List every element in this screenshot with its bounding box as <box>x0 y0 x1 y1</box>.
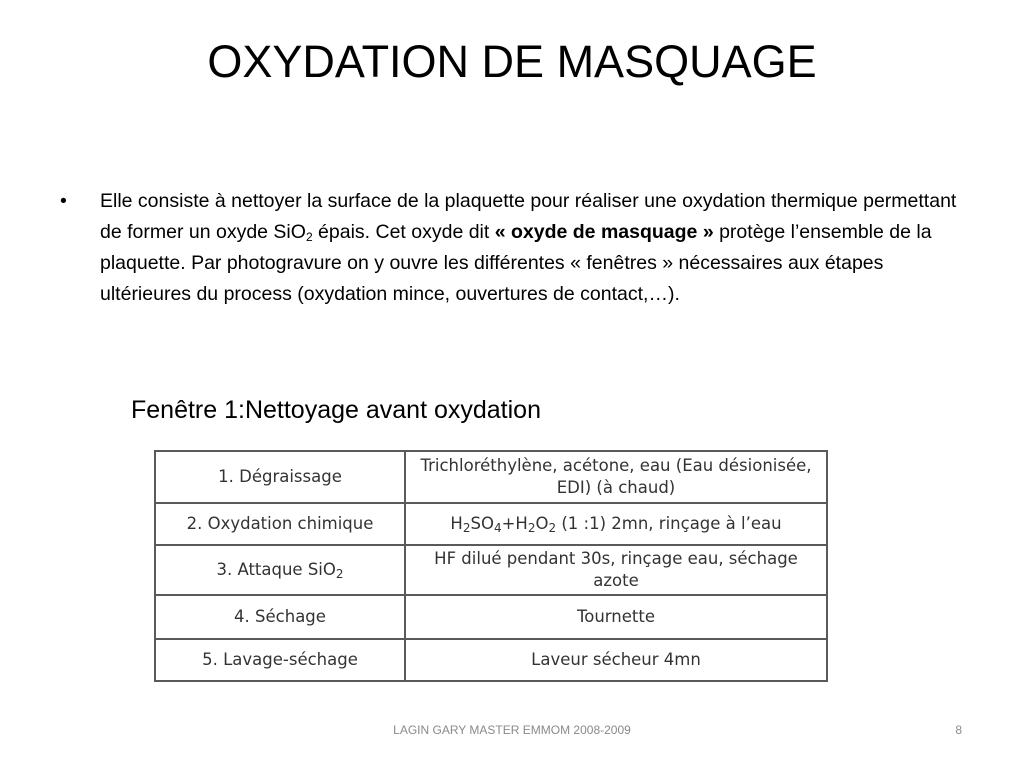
bullet-text-part1: Elle consiste à nettoyer la surface de la plaquette pour réaliser une oxydation thermique permettant de former un oxyde SiO <box>100 190 957 243</box>
product-cell: Laveur sécheur 4mn <box>405 639 827 681</box>
bullet-text-part3: protège l’ensemble de la plaquette. Par photogravure on y ouvre les différentes « fenêtres » nécessaires aux étapes ultérieures du process (oxydation mince, ouvertures de contact,…). <box>100 221 932 305</box>
table-caption: Fenêtre 1:Nettoyage avant oxydation <box>131 396 541 424</box>
table-row <box>155 451 827 503</box>
step-subscript: 2 <box>335 567 344 581</box>
step-cell: 5. Lavage-séchage <box>155 639 405 681</box>
formula-part: (1 :1) 2mn, rinçage à l’eau <box>556 514 782 533</box>
formula-subscript: 2 <box>462 521 471 535</box>
step-cell: 4. Séchage <box>155 595 405 639</box>
bullet-paragraph <box>60 186 960 310</box>
cleaning-process-table <box>154 450 828 682</box>
product-cell: Trichloréthylène, acétone, eau (Eau désionisée, EDI) (à chaud) <box>405 451 827 503</box>
product-cell: HF dilué pendant 30s, rinçage eau, séchage azote <box>405 545 827 595</box>
table-row <box>155 545 827 595</box>
formula-part: H <box>450 514 463 533</box>
formula-part: +H <box>501 514 528 533</box>
step-cell: 1. Dégraissage <box>155 451 405 503</box>
bullet-dot: • <box>60 190 67 212</box>
formula-part: O <box>535 514 549 533</box>
formula-part: SO <box>470 514 494 533</box>
table-row <box>155 639 827 681</box>
step-cell: 2. Oxydation chimique <box>155 503 405 545</box>
sio2-subscript: 2 <box>305 230 313 244</box>
step-text: 3. Attaque SiO <box>216 560 336 579</box>
page-number: 8 <box>955 723 962 737</box>
bullet-text <box>100 186 960 310</box>
formula-subscript: 2 <box>548 521 557 535</box>
slide-title: OXYDATION DE MASQUAGE <box>207 36 817 87</box>
bullet-text-bold: « oxyde de masquage » <box>494 221 714 243</box>
table-row <box>155 595 827 639</box>
product-cell: Tournette <box>405 595 827 639</box>
slide-footer: LAGIN GARY MASTER EMMOM 2008-2009 <box>393 723 631 737</box>
bullet-text-part2: épais. Cet oxyde dit <box>312 221 495 243</box>
formula-subscript: 4 <box>493 521 502 535</box>
table-row <box>155 503 827 545</box>
step-cell <box>155 545 405 595</box>
product-cell <box>405 503 827 545</box>
formula-subscript: 2 <box>527 521 536 535</box>
